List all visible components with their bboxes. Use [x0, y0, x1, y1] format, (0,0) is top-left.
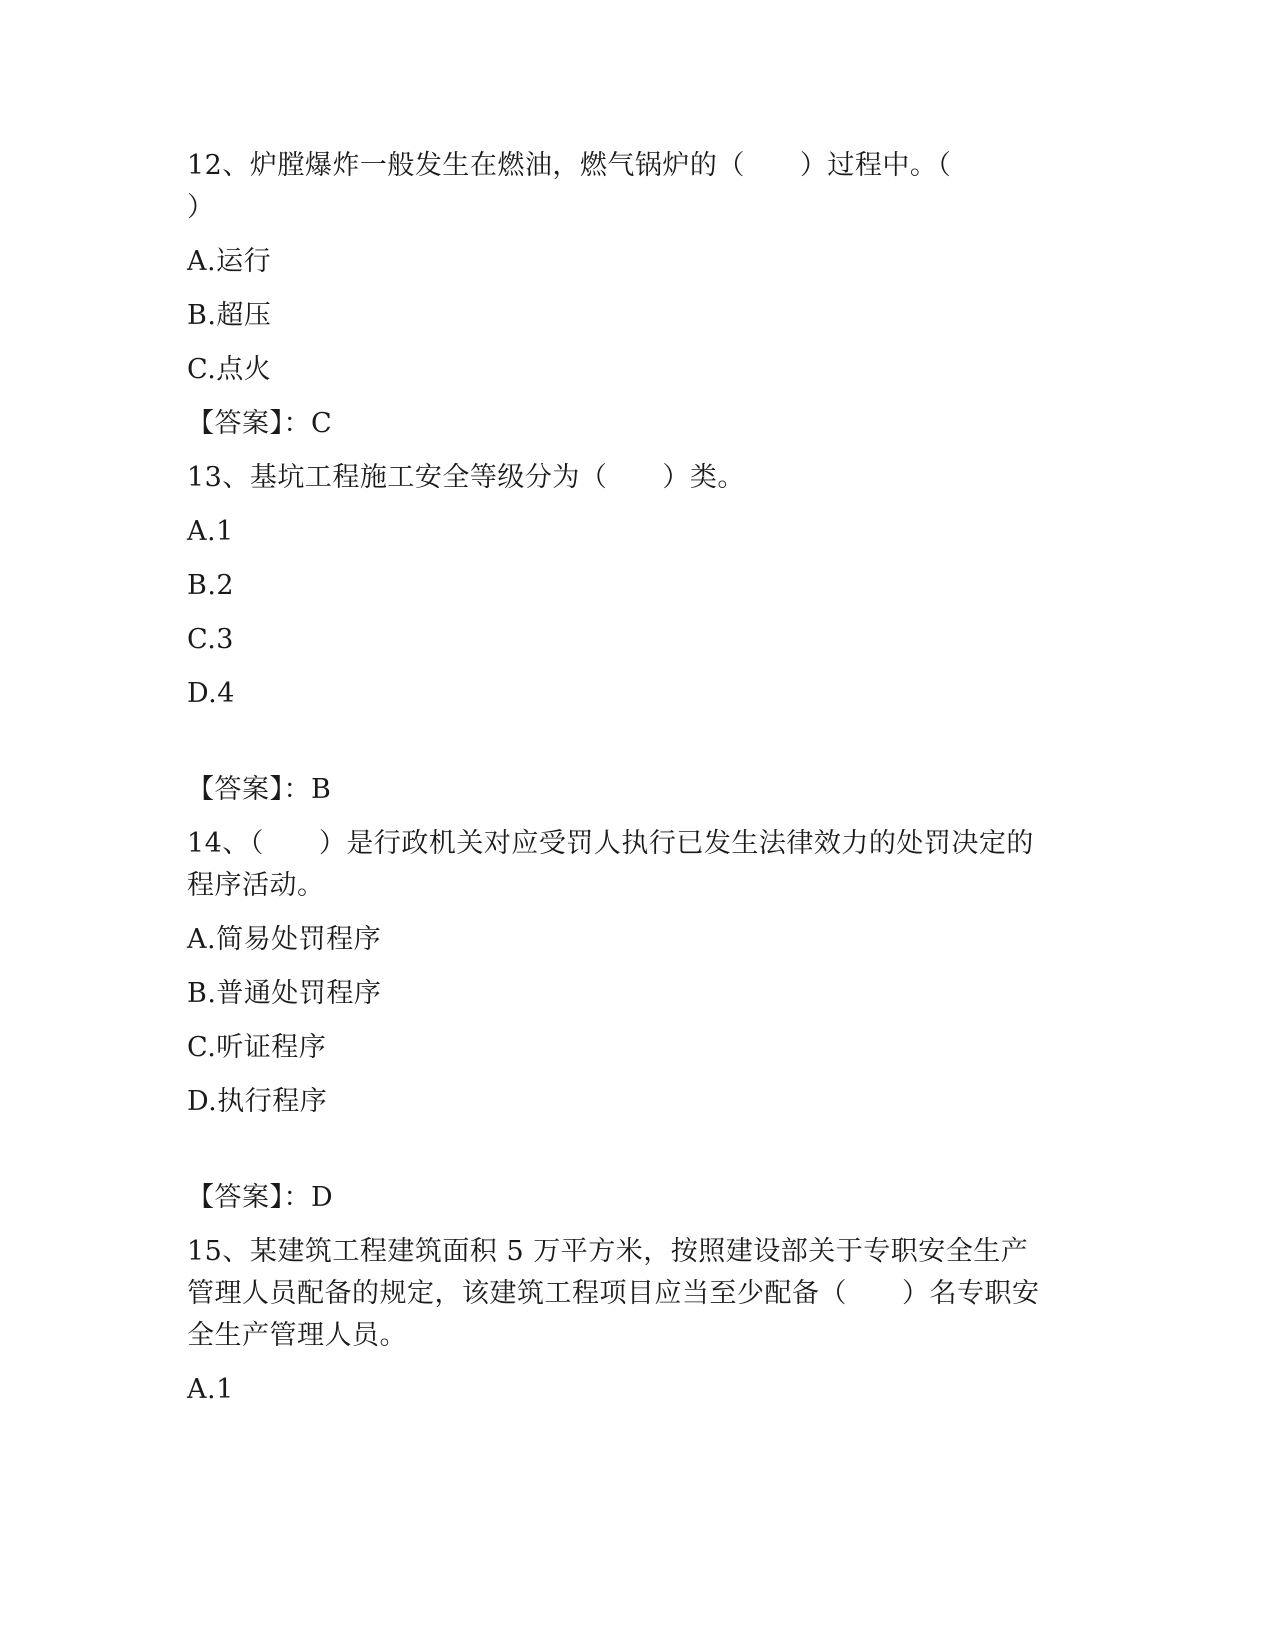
question-14-answer: 【答案】：D — [187, 1182, 334, 1213]
question-13-stem-line-1: 13、基坑工程施工安全等级分为（ ）类。 — [187, 462, 745, 493]
question-14-option-b: B.普通处罚程序 — [187, 978, 382, 1009]
question-14-option-c: C.听证程序 — [187, 1032, 327, 1063]
question-12-answer: 【答案】：C — [187, 408, 333, 439]
question-12-option-c: C.点火 — [187, 354, 272, 385]
question-13-option-a: A.1 — [187, 516, 234, 547]
question-12-option-a: A.运行 — [187, 246, 272, 277]
question-14-stem-line-1: 14、（ ）是行政机关对应受罚人执行已发生法律效力的处罚决定的 — [187, 828, 1034, 859]
question-13-option-d: D.4 — [187, 678, 235, 709]
question-15-stem-line-2: 管理人员配备的规定，该建筑工程项目应当至少配备（ ）名专职安 — [187, 1278, 1040, 1309]
question-15-option-a: A.1 — [187, 1374, 234, 1405]
question-13-option-b: B.2 — [187, 570, 235, 601]
question-12-stem-line-2: ） — [187, 192, 215, 223]
question-13-option-c: C.3 — [187, 624, 234, 655]
question-15-stem-line-1: 15、某建筑工程建筑面积 5 万平方米，按照建设部关于专职安全生产 — [187, 1236, 1029, 1267]
question-13-answer: 【答案】：B — [187, 774, 332, 805]
question-14-option-a: A.简易处罚程序 — [187, 924, 382, 955]
question-14-option-d: D.执行程序 — [187, 1086, 328, 1117]
question-12-option-b: B.超压 — [187, 300, 272, 331]
question-14-stem-line-2: 程序活动。 — [187, 870, 325, 901]
question-12-stem-line-1: 12、炉膛爆炸一般发生在燃油，燃气锅炉的（ ）过程中。（ — [187, 150, 952, 181]
question-15-stem-line-3: 全生产管理人员。 — [187, 1320, 407, 1351]
